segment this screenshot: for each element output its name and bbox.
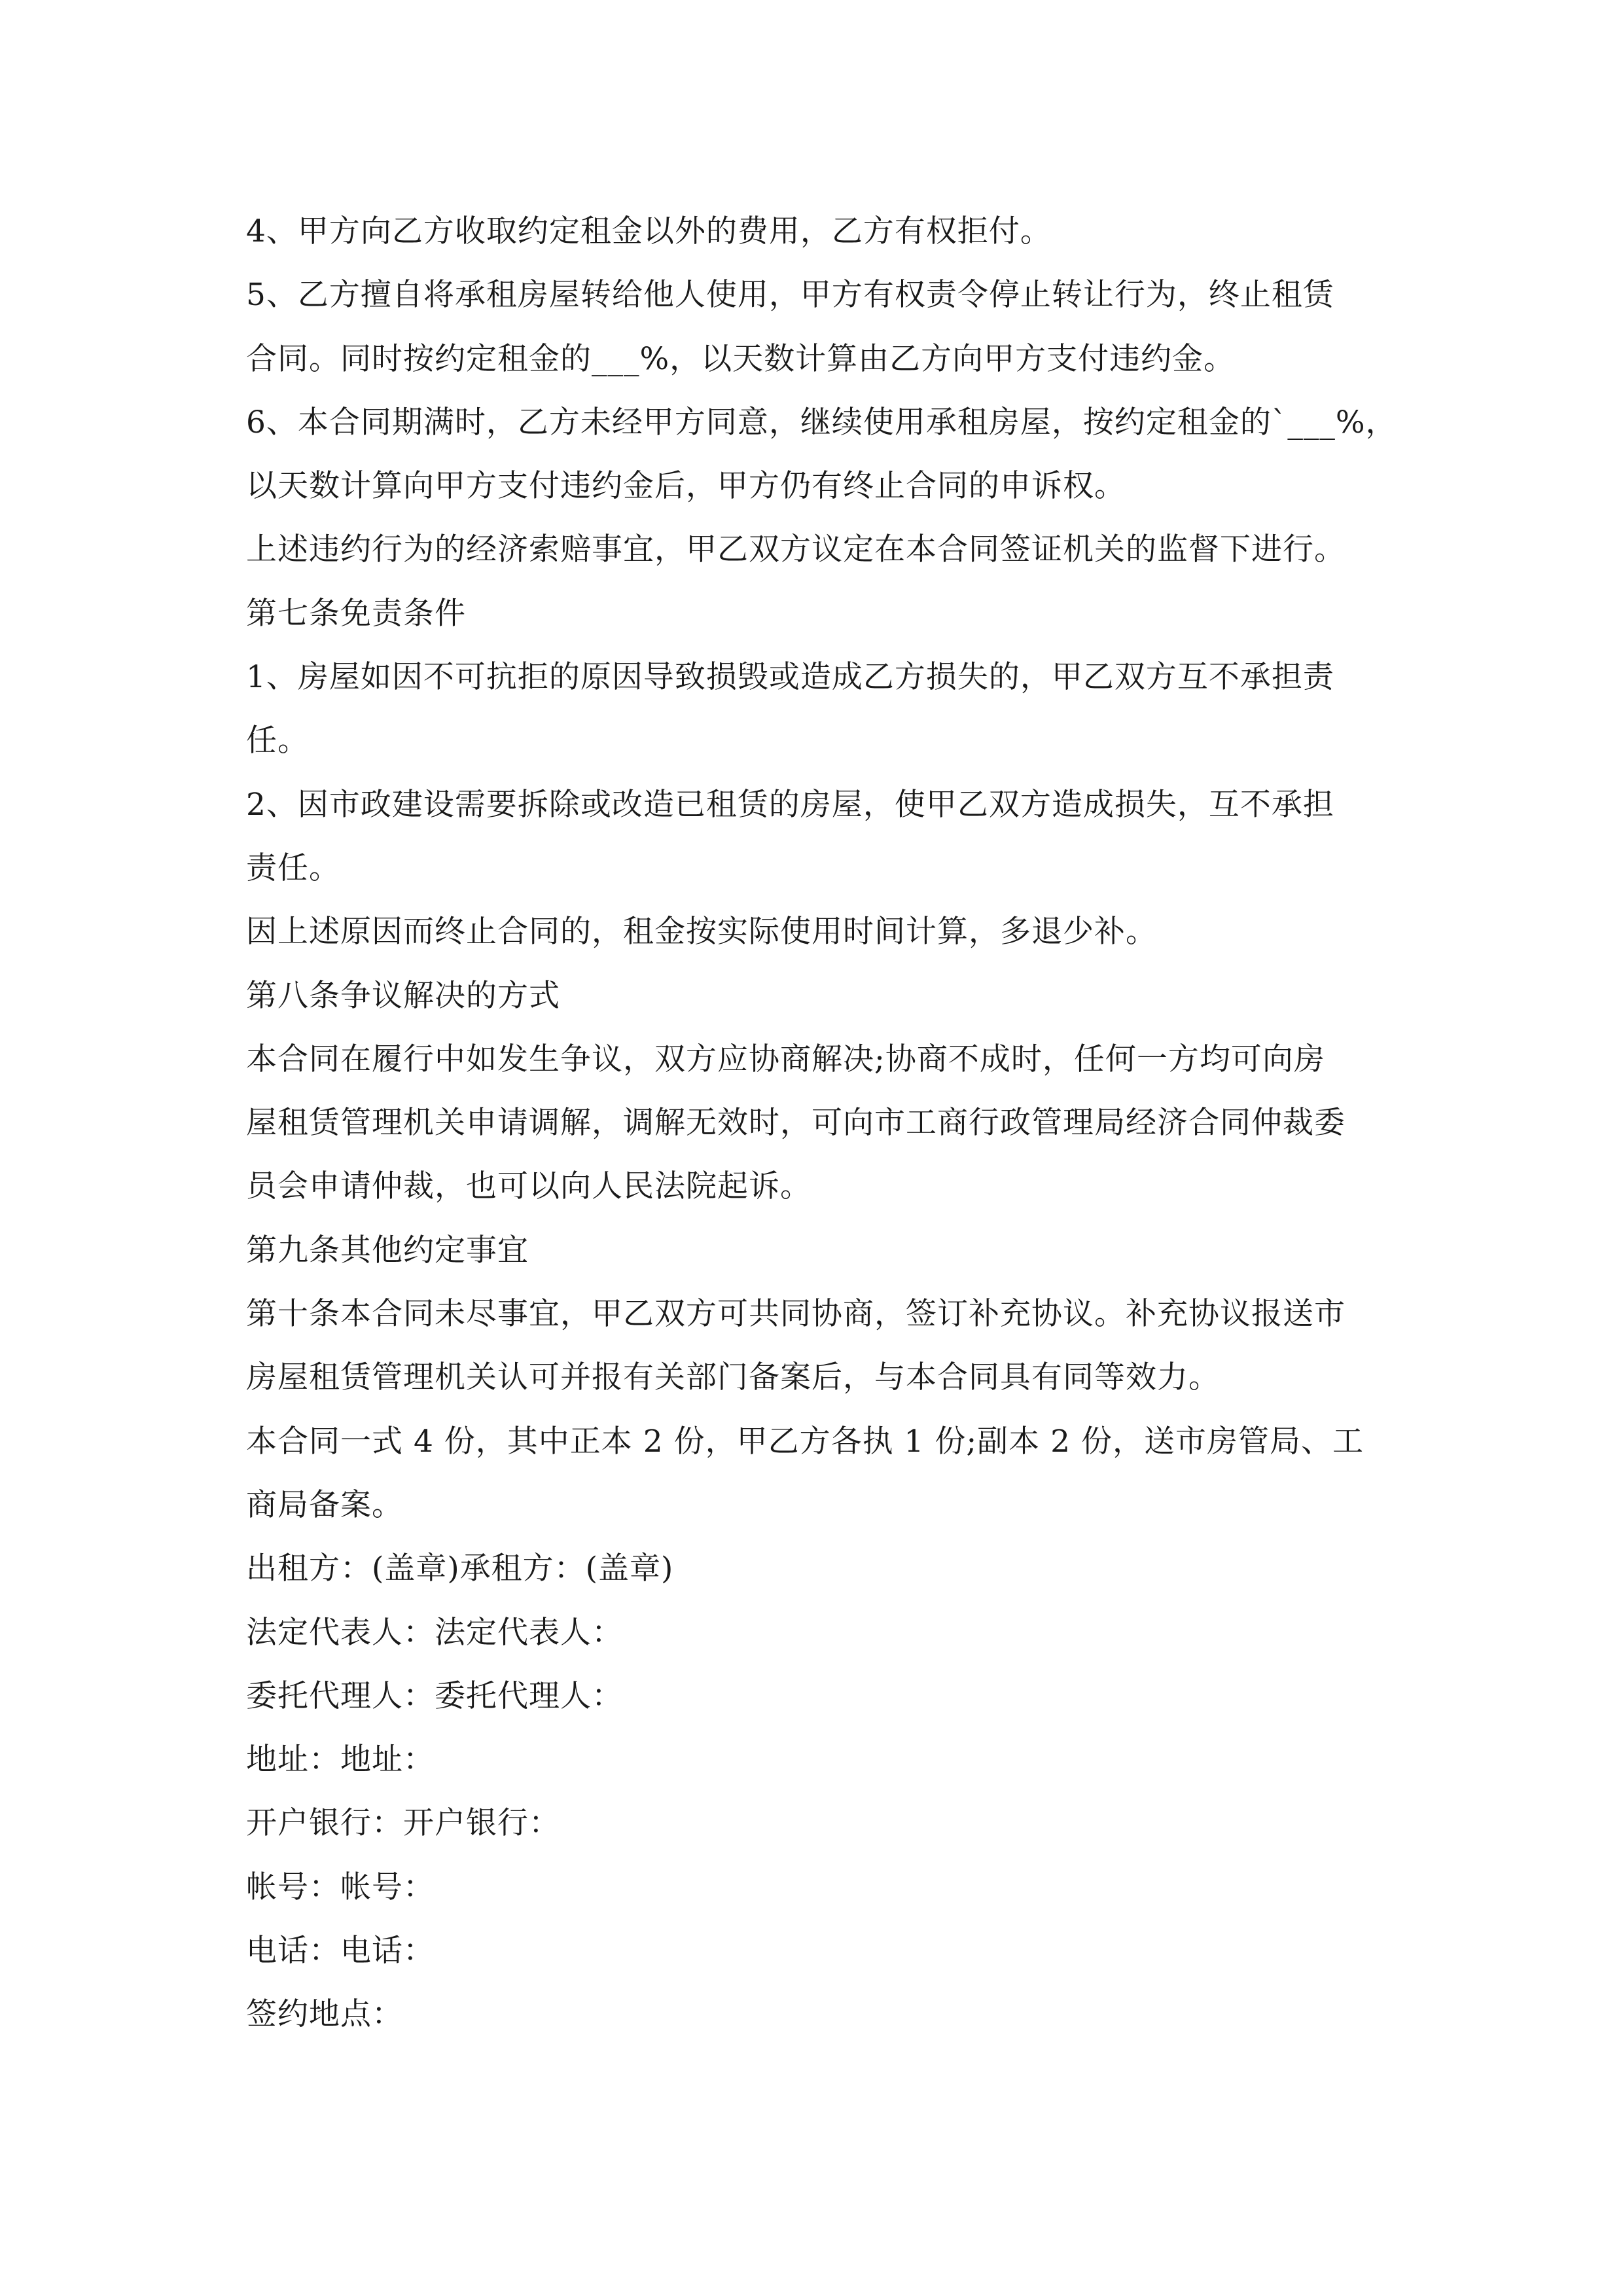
signature-phone: 电话：电话： — [246, 1933, 435, 1969]
breach-claim-line: 上述违约行为的经济索赔事宜，甲乙双方议定在本合同签证机关的监督下进行。 — [246, 531, 1346, 568]
copies-line-1: 本合同一式 4 份，其中正本 2 份，甲乙方各执 1 份;副本 2 份，送市房管局、工 — [246, 1423, 1364, 1460]
article-8-heading: 第八条争议解决的方式 — [246, 977, 560, 1014]
article-10-line-1: 第十条本合同未尽事宜，甲乙双方可共同协商，签订补充协议。补充协议报送市 — [246, 1296, 1346, 1333]
clause-4-line: 4、甲方向乙方收取约定租金以外的费用，乙方有权拒付。 — [246, 213, 1052, 249]
article-10-line-2: 房屋租赁管理机关认可并报有关部门备案后，与本合同具有同等效力。 — [246, 1359, 1220, 1396]
signing-place: 签约地点： — [246, 1996, 403, 2033]
clause-5-line-2: 合同。同时按约定租金的___%，以天数计算由乙方向甲方支付违约金。 — [246, 340, 1236, 377]
article-7-item-2-line-1: 2、因市政建设需要拆除或改造已租赁的房屋，使甲乙双方造成损失，互不承担 — [246, 786, 1334, 823]
article-7-heading: 第七条免责条件 — [246, 595, 466, 632]
article-8-body-line-3: 员会申请仲裁，也可以向人民法院起诉。 — [246, 1168, 812, 1205]
clause-5-line-1: 5、乙方擅自将承租房屋转给他人使用，甲方有权责令停止转让行为，终止租赁 — [246, 277, 1334, 314]
signature-legal-rep: 法定代表人：法定代表人： — [246, 1614, 623, 1651]
signature-bank: 开户银行：开户银行： — [246, 1805, 560, 1842]
article-8-body-line-2: 屋租赁管理机关申请调解，调解无效时，可向市工商行政管理局经济合同仲裁委 — [246, 1105, 1346, 1141]
article-8-body-line-1: 本合同在履行中如发生争议，双方应协商解决;协商不成时，任何一方均可向房 — [246, 1041, 1325, 1077]
signature-account: 帐号：帐号： — [246, 1869, 435, 1905]
copies-line-2: 商局备案。 — [246, 1486, 403, 1523]
clause-6-line-2: 以天数计算向甲方支付违约金后，甲方仍有终止合同的申诉权。 — [246, 468, 1126, 505]
article-7-rent-settlement: 因上述原因而终止合同的，租金按实际使用时间计算，多退少补。 — [246, 914, 1157, 950]
signature-lessor-lessee: 出租方：(盖章)承租方：(盖章) — [246, 1551, 674, 1587]
signature-address: 地址：地址： — [246, 1742, 435, 1778]
article-7-item-1-line-2: 任。 — [246, 723, 309, 759]
signature-agent: 委托代理人：委托代理人： — [246, 1677, 623, 1714]
article-7-item-1-line-1: 1、房屋如因不可抗拒的原因导致损毁或造成乙方损失的，甲乙双方互不承担责 — [246, 659, 1334, 696]
document-body — [246, 200, 1424, 2047]
article-9-heading: 第九条其他约定事宜 — [246, 1232, 529, 1268]
article-7-item-2-line-2: 责任。 — [246, 850, 340, 886]
clause-6-line-1: 6、本合同期满时，乙方未经甲方同意，继续使用承租房屋，按约定租金的`___%， — [246, 404, 1397, 440]
